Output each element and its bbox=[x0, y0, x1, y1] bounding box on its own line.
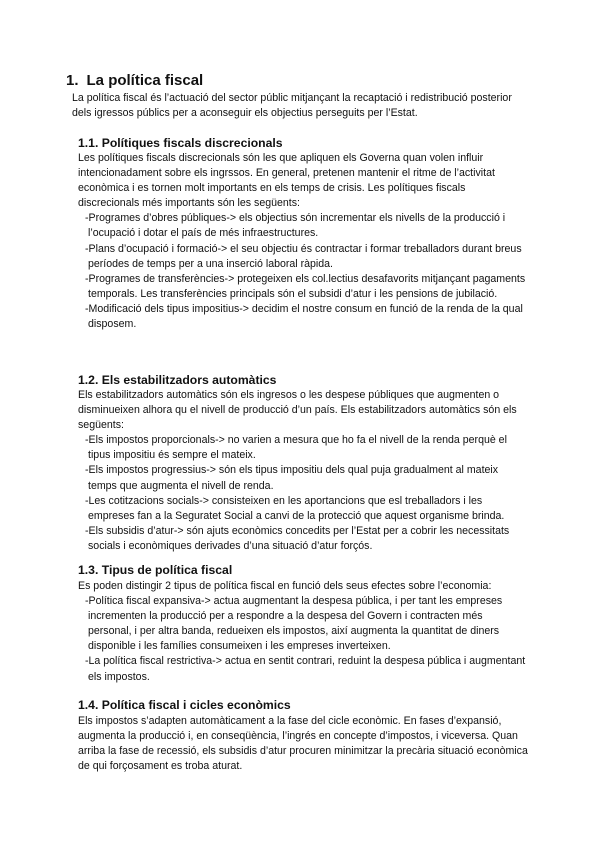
section-paragraph: Els estabilitzadors automàtics són els ingresos o les despese públiques que augmenten o disminueixen alhora qu el nivell de producció d’un país. Els estabilitzadors automàtics són els següents: bbox=[78, 389, 517, 432]
page-title bbox=[66, 72, 203, 89]
list-item: -Modificació dels tipus impositius-> decidim el nostre consum en funció de la renda de la qual disposem. bbox=[85, 302, 523, 331]
list-item: -Les cotitzacions socials-> consisteixen en les aportancions que esl treballadors i les empreses fan a la Seguratet Social a canvi de la protecció que aquest organisme brinda. bbox=[85, 494, 505, 522]
section-heading-1-3: 1.3. Tipus de política fiscal bbox=[78, 563, 233, 577]
section-body-1-1 bbox=[78, 151, 528, 332]
title-text: La política fiscal bbox=[86, 72, 204, 89]
list-item: -Plans d’ocupació i formació-> el seu objectiu és contractar i formar treballadors durant breus períodes de temps per a una inserció laboral ràpida. bbox=[85, 242, 522, 270]
list-item: -Programes d’obres públiques-> els objectius són incrementar els nivells de la producció i l’ocupació i dotar el país de més infraestructures. bbox=[85, 212, 506, 240]
section-body-1-2 bbox=[78, 388, 528, 554]
section-heading-1-2: 1.2. Els estabilitzadors automàtics bbox=[78, 373, 277, 387]
title-number: 1. bbox=[66, 72, 79, 89]
intro-paragraph: La política fiscal és l’actuació del sector públic mitjançant la recaptació i redistribució posterior dels igressos públics per a aconseguir els objectius perseguits per l’Estat. bbox=[72, 92, 512, 120]
section-paragraph: Les polítiques fiscals discrecionals són les que apliquen els Governa quan volen influir intencionadament sobre els ingrssos. En general, pretenen mantenir el ritme de l’activitat econòmica i es tornen molt importants en els temps de crisis. Les polítiques fiscals discrecionals més importants són les següents: bbox=[78, 152, 495, 210]
list-item: -Programes de transferències-> protegeixen els col.lectius desafavorits mitjançant pagaments temporals. Les transferències principals són el subsidi d’atur i les pensions de jubilació. bbox=[85, 272, 526, 300]
list-item: -Els impostos progressius-> són els tipus impositiu dels qual puja gradualment al mateix temps que augmenta el nivell de renda. bbox=[85, 464, 499, 492]
section-heading-1-4: 1.4. Política fiscal i cicles econòmics bbox=[78, 698, 291, 712]
section-paragraph: Es poden distingir 2 tipus de política fiscal en funció dels seus efectes sobre l’economia: bbox=[78, 580, 492, 592]
list-item: -Política fiscal expansiva-> actua augmentant la despesa pública, i per tant les empreses incrementen la producció per a respondre a la despesa del Govern i contracten més personal, i per altra banda, redueixen els impostos, així augmenta la quantitat de diners disponible i les famílies consumeixen i les empreses inverteixen. bbox=[85, 595, 503, 653]
list-item: -La política fiscal restrictiva-> actua en sentit contrari, reduint la despesa pública i augmentant els impostos. bbox=[85, 655, 526, 683]
section-body-1-3 bbox=[78, 579, 528, 685]
list-item: -Els impostos proporcionals-> no varien a mesura que ho fa el nivell de la renda perquè el tipus impositiu és sempre el mateix. bbox=[85, 434, 507, 462]
list-item: -Els subsidis d’atur-> són ajuts econòmics concedits per l’Estat per a cobrir les necessitats socials i econòmiques derivades d’una situació d’atur forçós. bbox=[85, 524, 510, 552]
section-heading-1-1: 1.1. Polítiques fiscals discrecionals bbox=[78, 136, 283, 150]
section-paragraph: Els impostos s’adapten automàticament a la fase del cicle econòmic. En fases d’expansió, augmenta la producció i, en conseqüència, l’ingrés en concepte d’impostos, i viceversa. Quan arriba la fase de recessió, els subsidis d’atur procuren minimitzar la precària situació econòmica de qui forçosament es troba aturat. bbox=[78, 715, 528, 773]
section-body-1-4 bbox=[78, 714, 528, 774]
